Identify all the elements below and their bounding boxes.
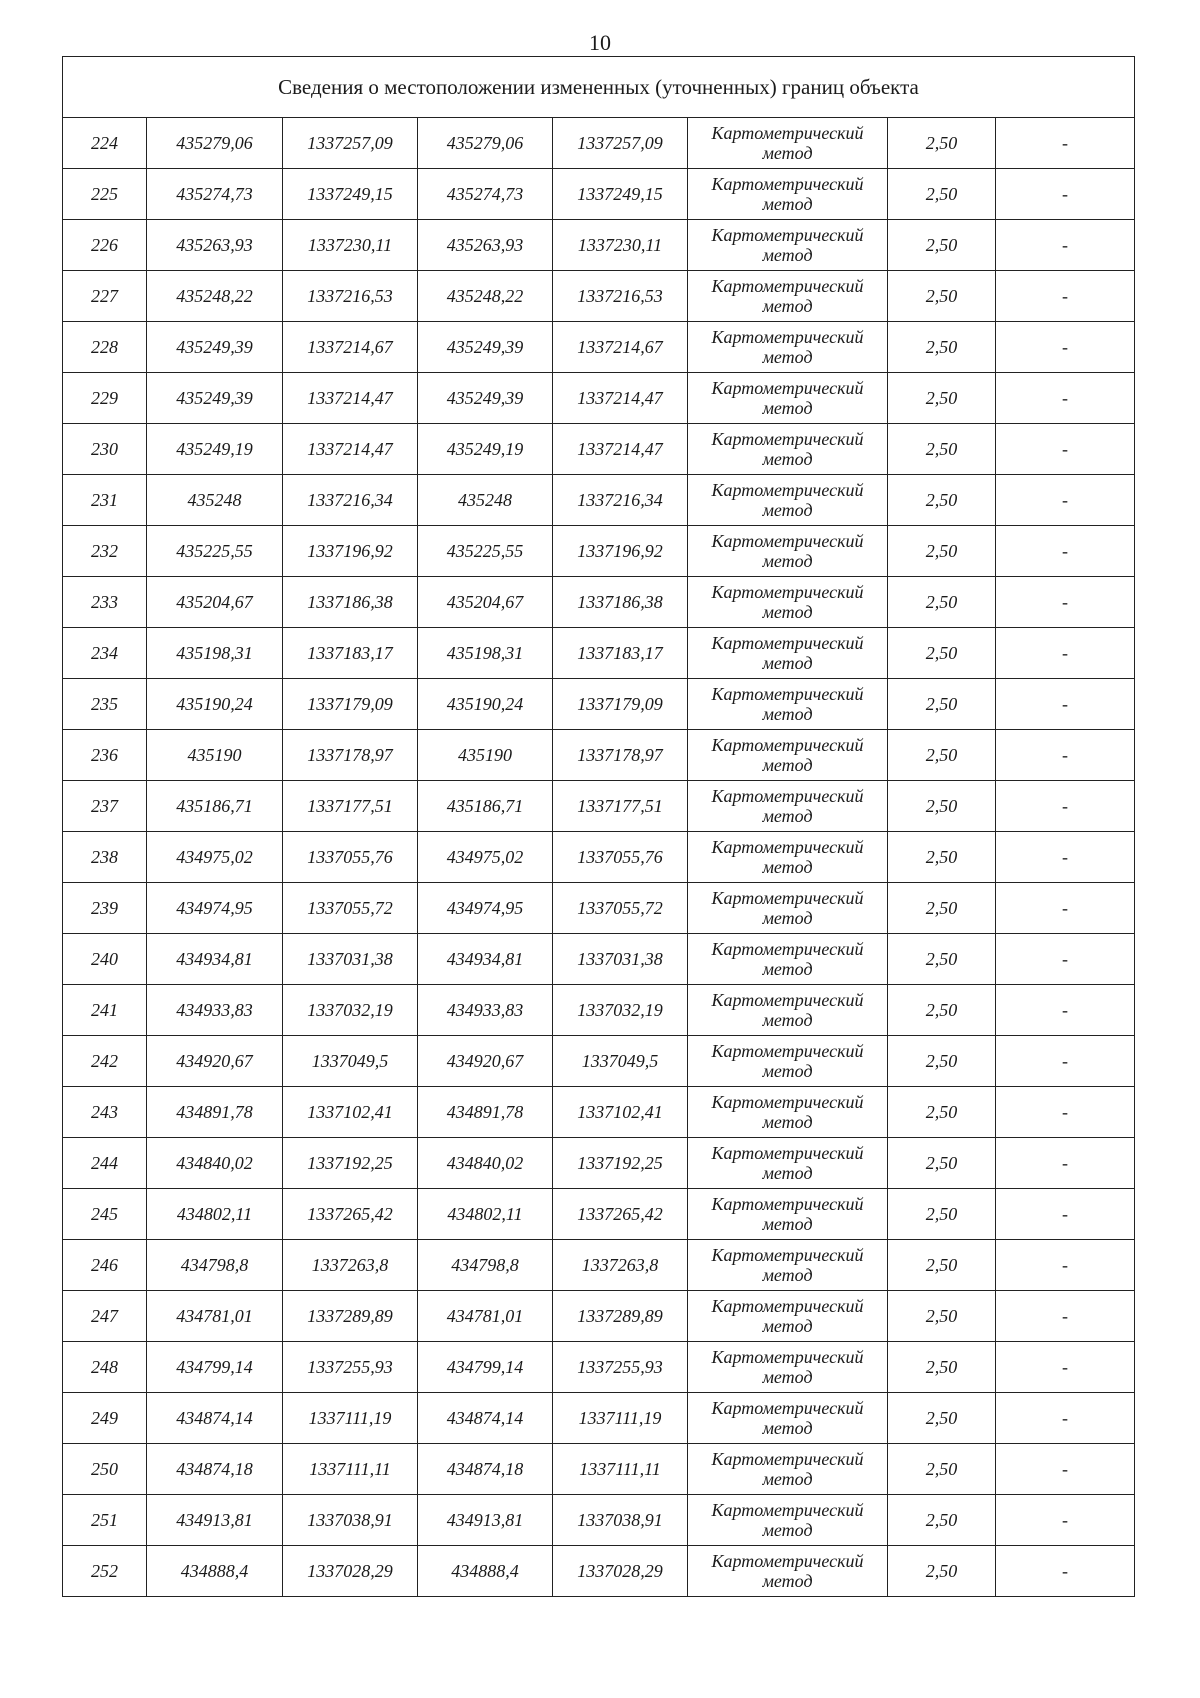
existing-x-cell: 434933,83 — [147, 985, 283, 1036]
existing-y-cell: 1337031,38 — [283, 934, 418, 985]
method-cell: Картометрический метод — [688, 118, 888, 169]
point-number-cell: 244 — [63, 1138, 147, 1189]
table-row — [63, 934, 1135, 985]
method-cell: Картометрический метод — [688, 1393, 888, 1444]
refined-x-cell: 434874,18 — [418, 1444, 553, 1495]
note-cell: - — [996, 220, 1135, 271]
existing-x-cell: 435204,67 — [147, 577, 283, 628]
refined-x-cell: 435204,67 — [418, 577, 553, 628]
table-row — [63, 781, 1135, 832]
refined-y-cell: 1337055,72 — [553, 883, 688, 934]
note-cell: - — [996, 1291, 1135, 1342]
note-cell: - — [996, 1036, 1135, 1087]
point-number-cell: 246 — [63, 1240, 147, 1291]
refined-x-cell: 435249,39 — [418, 322, 553, 373]
table-row — [63, 1291, 1135, 1342]
point-number-cell: 231 — [63, 475, 147, 526]
existing-x-cell: 434874,14 — [147, 1393, 283, 1444]
accuracy-cell: 2,50 — [888, 1087, 996, 1138]
existing-x-cell: 434874,18 — [147, 1444, 283, 1495]
accuracy-cell: 2,50 — [888, 985, 996, 1036]
refined-y-cell: 1337263,8 — [553, 1240, 688, 1291]
table-row — [63, 1495, 1135, 1546]
point-number-cell: 241 — [63, 985, 147, 1036]
refined-x-cell: 435249,39 — [418, 373, 553, 424]
existing-x-cell: 434891,78 — [147, 1087, 283, 1138]
table-row — [63, 373, 1135, 424]
refined-y-cell: 1337249,15 — [553, 169, 688, 220]
point-number-cell: 230 — [63, 424, 147, 475]
existing-x-cell: 434799,14 — [147, 1342, 283, 1393]
existing-y-cell: 1337186,38 — [283, 577, 418, 628]
existing-y-cell: 1337249,15 — [283, 169, 418, 220]
accuracy-cell: 2,50 — [888, 169, 996, 220]
existing-y-cell: 1337028,29 — [283, 1546, 418, 1597]
refined-y-cell: 1337265,42 — [553, 1189, 688, 1240]
note-cell: - — [996, 985, 1135, 1036]
refined-x-cell: 435274,73 — [418, 169, 553, 220]
refined-x-cell: 434781,01 — [418, 1291, 553, 1342]
existing-y-cell: 1337263,8 — [283, 1240, 418, 1291]
existing-x-cell: 435198,31 — [147, 628, 283, 679]
table-row — [63, 271, 1135, 322]
accuracy-cell: 2,50 — [888, 1342, 996, 1393]
accuracy-cell: 2,50 — [888, 1240, 996, 1291]
refined-x-cell: 435190,24 — [418, 679, 553, 730]
existing-x-cell: 434975,02 — [147, 832, 283, 883]
accuracy-cell: 2,50 — [888, 628, 996, 679]
accuracy-cell: 2,50 — [888, 475, 996, 526]
point-number-cell: 242 — [63, 1036, 147, 1087]
refined-x-cell: 434798,8 — [418, 1240, 553, 1291]
existing-x-cell: 434888,4 — [147, 1546, 283, 1597]
accuracy-cell: 2,50 — [888, 526, 996, 577]
point-number-cell: 226 — [63, 220, 147, 271]
note-cell: - — [996, 118, 1135, 169]
table-row — [63, 424, 1135, 475]
method-cell: Картометрический метод — [688, 169, 888, 220]
refined-x-cell: 434920,67 — [418, 1036, 553, 1087]
table-row — [63, 118, 1135, 169]
refined-x-cell: 435263,93 — [418, 220, 553, 271]
point-number-cell: 233 — [63, 577, 147, 628]
table-row — [63, 1393, 1135, 1444]
existing-y-cell: 1337055,72 — [283, 883, 418, 934]
note-cell: - — [996, 1495, 1135, 1546]
point-number-cell: 235 — [63, 679, 147, 730]
point-number-cell: 227 — [63, 271, 147, 322]
existing-y-cell: 1337214,47 — [283, 424, 418, 475]
refined-x-cell: 434888,4 — [418, 1546, 553, 1597]
refined-x-cell: 434874,14 — [418, 1393, 553, 1444]
refined-x-cell: 435198,31 — [418, 628, 553, 679]
point-number-cell: 240 — [63, 934, 147, 985]
refined-x-cell: 434975,02 — [418, 832, 553, 883]
note-cell: - — [996, 271, 1135, 322]
method-cell: Картометрический метод — [688, 781, 888, 832]
table-row — [63, 883, 1135, 934]
point-number-cell: 229 — [63, 373, 147, 424]
point-number-cell: 245 — [63, 1189, 147, 1240]
existing-x-cell: 435248 — [147, 475, 283, 526]
accuracy-cell: 2,50 — [888, 1138, 996, 1189]
table-row — [63, 679, 1135, 730]
note-cell: - — [996, 169, 1135, 220]
refined-y-cell: 1337214,47 — [553, 373, 688, 424]
table-body — [63, 57, 1135, 1597]
note-cell: - — [996, 526, 1135, 577]
existing-x-cell: 434802,11 — [147, 1189, 283, 1240]
existing-x-cell: 434974,95 — [147, 883, 283, 934]
note-cell: - — [996, 475, 1135, 526]
table-row — [63, 1087, 1135, 1138]
existing-y-cell: 1337196,92 — [283, 526, 418, 577]
refined-x-cell: 435279,06 — [418, 118, 553, 169]
refined-y-cell: 1337031,38 — [553, 934, 688, 985]
note-cell: - — [996, 679, 1135, 730]
refined-x-cell: 434913,81 — [418, 1495, 553, 1546]
table-row — [63, 730, 1135, 781]
accuracy-cell: 2,50 — [888, 373, 996, 424]
accuracy-cell: 2,50 — [888, 577, 996, 628]
existing-x-cell: 435274,73 — [147, 169, 283, 220]
refined-y-cell: 1337214,47 — [553, 424, 688, 475]
table-row — [63, 628, 1135, 679]
point-number-cell: 232 — [63, 526, 147, 577]
table-row — [63, 322, 1135, 373]
boundary-coordinates-table — [62, 56, 1135, 1597]
accuracy-cell: 2,50 — [888, 220, 996, 271]
existing-y-cell: 1337032,19 — [283, 985, 418, 1036]
accuracy-cell: 2,50 — [888, 781, 996, 832]
point-number-cell: 252 — [63, 1546, 147, 1597]
accuracy-cell: 2,50 — [888, 730, 996, 781]
refined-y-cell: 1337186,38 — [553, 577, 688, 628]
method-cell: Картометрический метод — [688, 373, 888, 424]
method-cell: Картометрический метод — [688, 577, 888, 628]
note-cell: - — [996, 1342, 1135, 1393]
refined-x-cell: 435248 — [418, 475, 553, 526]
refined-x-cell: 434974,95 — [418, 883, 553, 934]
note-cell: - — [996, 1087, 1135, 1138]
note-cell: - — [996, 628, 1135, 679]
point-number-cell: 237 — [63, 781, 147, 832]
refined-y-cell: 1337196,92 — [553, 526, 688, 577]
accuracy-cell: 2,50 — [888, 679, 996, 730]
method-cell: Картометрический метод — [688, 526, 888, 577]
refined-y-cell: 1337216,34 — [553, 475, 688, 526]
note-cell: - — [996, 1138, 1135, 1189]
refined-x-cell: 435225,55 — [418, 526, 553, 577]
refined-y-cell: 1337055,76 — [553, 832, 688, 883]
method-cell: Картометрический метод — [688, 1291, 888, 1342]
method-cell: Картометрический метод — [688, 985, 888, 1036]
note-cell: - — [996, 781, 1135, 832]
existing-y-cell: 1337102,41 — [283, 1087, 418, 1138]
method-cell: Картометрический метод — [688, 424, 888, 475]
refined-x-cell: 434802,11 — [418, 1189, 553, 1240]
existing-y-cell: 1337111,11 — [283, 1444, 418, 1495]
table-row — [63, 577, 1135, 628]
existing-x-cell: 434913,81 — [147, 1495, 283, 1546]
accuracy-cell: 2,50 — [888, 322, 996, 373]
refined-y-cell: 1337111,11 — [553, 1444, 688, 1495]
method-cell: Картометрический метод — [688, 1342, 888, 1393]
refined-x-cell: 434933,83 — [418, 985, 553, 1036]
accuracy-cell: 2,50 — [888, 1546, 996, 1597]
existing-y-cell: 1337255,93 — [283, 1342, 418, 1393]
table-title-row — [63, 57, 1135, 118]
accuracy-cell: 2,50 — [888, 934, 996, 985]
existing-y-cell: 1337111,19 — [283, 1393, 418, 1444]
page-number: 10 — [589, 30, 611, 55]
point-number-cell: 228 — [63, 322, 147, 373]
refined-y-cell: 1337183,17 — [553, 628, 688, 679]
existing-y-cell: 1337257,09 — [283, 118, 418, 169]
accuracy-cell: 2,50 — [888, 883, 996, 934]
refined-y-cell: 1337177,51 — [553, 781, 688, 832]
method-cell: Картометрический метод — [688, 475, 888, 526]
point-number-cell: 234 — [63, 628, 147, 679]
refined-x-cell: 434840,02 — [418, 1138, 553, 1189]
refined-y-cell: 1337289,89 — [553, 1291, 688, 1342]
method-cell: Картометрический метод — [688, 1444, 888, 1495]
refined-x-cell: 435248,22 — [418, 271, 553, 322]
accuracy-cell: 2,50 — [888, 424, 996, 475]
existing-y-cell: 1337216,53 — [283, 271, 418, 322]
method-cell: Картометрический метод — [688, 1138, 888, 1189]
refined-y-cell: 1337111,19 — [553, 1393, 688, 1444]
existing-y-cell: 1337214,67 — [283, 322, 418, 373]
existing-x-cell: 435249,39 — [147, 373, 283, 424]
note-cell: - — [996, 1393, 1135, 1444]
refined-y-cell: 1337192,25 — [553, 1138, 688, 1189]
method-cell: Картометрический метод — [688, 628, 888, 679]
method-cell: Картометрический метод — [688, 934, 888, 985]
existing-y-cell: 1337038,91 — [283, 1495, 418, 1546]
method-cell: Картометрический метод — [688, 730, 888, 781]
refined-x-cell: 435190 — [418, 730, 553, 781]
refined-y-cell: 1337028,29 — [553, 1546, 688, 1597]
note-cell: - — [996, 1444, 1135, 1495]
refined-y-cell: 1337230,11 — [553, 220, 688, 271]
refined-x-cell: 434934,81 — [418, 934, 553, 985]
method-cell: Картометрический метод — [688, 883, 888, 934]
table-row — [63, 475, 1135, 526]
table-row — [63, 985, 1135, 1036]
note-cell: - — [996, 1546, 1135, 1597]
table-row — [63, 1444, 1135, 1495]
refined-y-cell: 1337178,97 — [553, 730, 688, 781]
accuracy-cell: 2,50 — [888, 1444, 996, 1495]
point-number-cell: 238 — [63, 832, 147, 883]
table-row — [63, 1138, 1135, 1189]
note-cell: - — [996, 424, 1135, 475]
point-number-cell: 248 — [63, 1342, 147, 1393]
accuracy-cell: 2,50 — [888, 1189, 996, 1240]
note-cell: - — [996, 577, 1135, 628]
note-cell: - — [996, 832, 1135, 883]
accuracy-cell: 2,50 — [888, 118, 996, 169]
refined-y-cell: 1337179,09 — [553, 679, 688, 730]
table-row — [63, 832, 1135, 883]
existing-y-cell: 1337179,09 — [283, 679, 418, 730]
accuracy-cell: 2,50 — [888, 271, 996, 322]
refined-y-cell: 1337257,09 — [553, 118, 688, 169]
method-cell: Картометрический метод — [688, 679, 888, 730]
existing-x-cell: 434798,8 — [147, 1240, 283, 1291]
existing-y-cell: 1337049,5 — [283, 1036, 418, 1087]
note-cell: - — [996, 1240, 1135, 1291]
point-number-cell: 247 — [63, 1291, 147, 1342]
refined-y-cell: 1337102,41 — [553, 1087, 688, 1138]
accuracy-cell: 2,50 — [888, 832, 996, 883]
existing-x-cell: 434840,02 — [147, 1138, 283, 1189]
method-cell: Картометрический метод — [688, 1036, 888, 1087]
note-cell: - — [996, 934, 1135, 985]
table-row — [63, 1546, 1135, 1597]
existing-x-cell: 434920,67 — [147, 1036, 283, 1087]
existing-x-cell: 434781,01 — [147, 1291, 283, 1342]
refined-x-cell: 435186,71 — [418, 781, 553, 832]
table-row — [63, 1189, 1135, 1240]
point-number-cell: 250 — [63, 1444, 147, 1495]
table-row — [63, 169, 1135, 220]
existing-y-cell: 1337055,76 — [283, 832, 418, 883]
refined-y-cell: 1337216,53 — [553, 271, 688, 322]
existing-y-cell: 1337192,25 — [283, 1138, 418, 1189]
table-row — [63, 220, 1135, 271]
existing-x-cell: 435190,24 — [147, 679, 283, 730]
note-cell: - — [996, 1189, 1135, 1240]
accuracy-cell: 2,50 — [888, 1495, 996, 1546]
refined-y-cell: 1337255,93 — [553, 1342, 688, 1393]
method-cell: Картометрический метод — [688, 1495, 888, 1546]
method-cell: Картометрический метод — [688, 322, 888, 373]
table-row — [63, 526, 1135, 577]
table-row — [63, 1036, 1135, 1087]
existing-y-cell: 1337214,47 — [283, 373, 418, 424]
existing-x-cell: 435249,39 — [147, 322, 283, 373]
existing-x-cell: 435263,93 — [147, 220, 283, 271]
refined-y-cell: 1337032,19 — [553, 985, 688, 1036]
method-cell: Картометрический метод — [688, 1546, 888, 1597]
accuracy-cell: 2,50 — [888, 1393, 996, 1444]
table-title: Сведения о местоположении измененных (уточненных) границ объекта — [63, 57, 1135, 118]
accuracy-cell: 2,50 — [888, 1036, 996, 1087]
existing-y-cell: 1337289,89 — [283, 1291, 418, 1342]
refined-y-cell: 1337214,67 — [553, 322, 688, 373]
refined-x-cell: 435249,19 — [418, 424, 553, 475]
refined-x-cell: 434891,78 — [418, 1087, 553, 1138]
refined-y-cell: 1337038,91 — [553, 1495, 688, 1546]
note-cell: - — [996, 373, 1135, 424]
point-number-cell: 243 — [63, 1087, 147, 1138]
existing-x-cell: 434934,81 — [147, 934, 283, 985]
existing-y-cell: 1337183,17 — [283, 628, 418, 679]
existing-y-cell: 1337216,34 — [283, 475, 418, 526]
table-row — [63, 1342, 1135, 1393]
refined-y-cell: 1337049,5 — [553, 1036, 688, 1087]
point-number-cell: 236 — [63, 730, 147, 781]
existing-x-cell: 435248,22 — [147, 271, 283, 322]
existing-y-cell: 1337178,97 — [283, 730, 418, 781]
existing-y-cell: 1337177,51 — [283, 781, 418, 832]
point-number-cell: 251 — [63, 1495, 147, 1546]
note-cell: - — [996, 883, 1135, 934]
point-number-cell: 224 — [63, 118, 147, 169]
existing-x-cell: 435190 — [147, 730, 283, 781]
point-number-cell: 249 — [63, 1393, 147, 1444]
accuracy-cell: 2,50 — [888, 1291, 996, 1342]
existing-y-cell: 1337265,42 — [283, 1189, 418, 1240]
point-number-cell: 225 — [63, 169, 147, 220]
point-number-cell: 239 — [63, 883, 147, 934]
table-row — [63, 1240, 1135, 1291]
method-cell: Картометрический метод — [688, 271, 888, 322]
method-cell: Картометрический метод — [688, 220, 888, 271]
note-cell: - — [996, 322, 1135, 373]
refined-x-cell: 434799,14 — [418, 1342, 553, 1393]
existing-y-cell: 1337230,11 — [283, 220, 418, 271]
existing-x-cell: 435279,06 — [147, 118, 283, 169]
method-cell: Картометрический метод — [688, 1087, 888, 1138]
method-cell: Картометрический метод — [688, 1189, 888, 1240]
existing-x-cell: 435249,19 — [147, 424, 283, 475]
existing-x-cell: 435186,71 — [147, 781, 283, 832]
method-cell: Картометрический метод — [688, 1240, 888, 1291]
existing-x-cell: 435225,55 — [147, 526, 283, 577]
note-cell: - — [996, 730, 1135, 781]
method-cell: Картометрический метод — [688, 832, 888, 883]
